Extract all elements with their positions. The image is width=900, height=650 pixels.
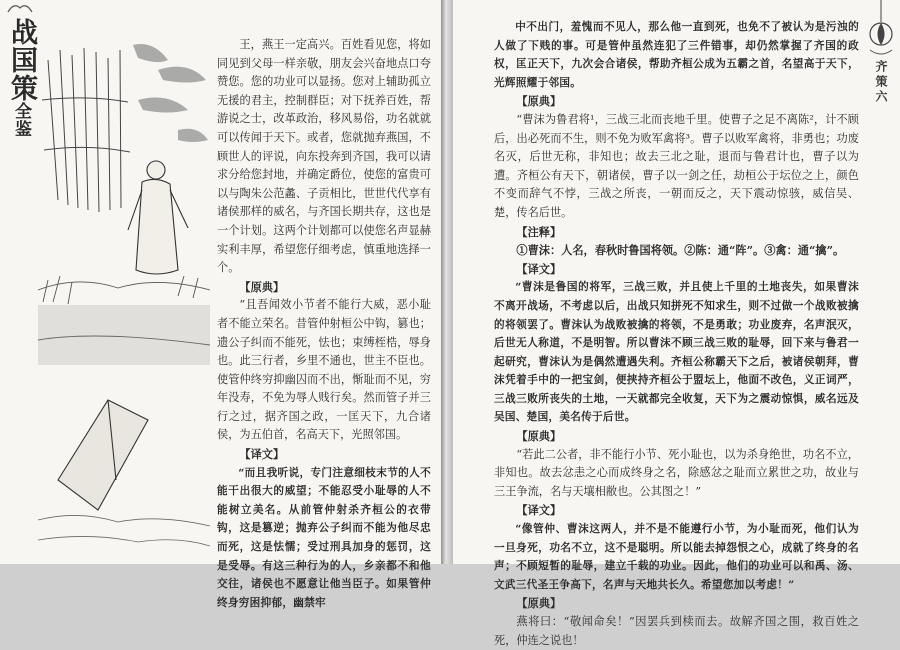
section-heading: 【译文】 xyxy=(516,503,562,518)
classic-text: “曹沫为鲁君将¹，三战三北而丧地千里。使曹子之足不离陈²，计不顾后，出必死而不生，则不免为败军禽将³。曹子以败军禽将，非勇也；功废名灭，后世无称，非知也；故去三北之耻，退而与鲁君计也，曹子以为遭。齐桓公有天下，朝诸侯，曹子以一剑之任，劫桓公于坛位之上，颜色不变而辞气不悖，三战之所丧，一朝而反之，天下震动惊骇，威信吴、楚，传名后世。 xyxy=(494,112,859,219)
section-heading: 【原典】 xyxy=(516,94,562,109)
notes-text: ①曹沫：人名，春秋时鲁国将领。②陈：通“阵”。③禽：通“擒”。 xyxy=(516,243,845,258)
section-heading: 【译文】 xyxy=(516,261,562,276)
book-title-main: 战国策 xyxy=(6,18,37,102)
classic-text: 燕将曰：“敬闻命矣！”因罢兵到椟而去。故解齐国之围，救百姓之死，仲连之说也！ xyxy=(494,615,859,647)
translation-text: “而且我听说，专门注意细枝末节的人不能干出很大的威望；不能忍受小耻辱的人不能树立美名。从前管仲射杀齐桓公的衣带钩，这是篡逆；抛弃公子纠而不能为他尽忠而死，这是怯懦；受过刑具加身的惩罚，这是受辱。有这三种行为的人，乡亲都不和他交往，诸侯也不愿意让他当臣子。如果管仲终身穷困抑郁，幽禁牢 xyxy=(217,466,431,609)
book-title xyxy=(6,18,36,138)
paragraph: 王，燕王一定高兴。百姓看见您，将如同见到父母一样亲敬，朋友会兴奋地点口夸赞您。您的功业可以显扬。您对上辅助孤立无援的君主，控制群臣；对下抚养百姓，帮游说之士，改革政治，移风易俗，功名就就可以传闻于天下。或者，您就抛弃燕国，不顾世人的评说，向东投奔到齐国，我可以请求分给您封地，并确定爵位，使您的富贵可以与陶朱公范蠡、子贡相比，世世代代享有诸侯那样的威名，与齐国长期共存，这也是一个计划。这两个计划都可以使您名声显赫实利丰厚，希望您仔细考虑，慎重地选择一个。 xyxy=(217,38,431,275)
book-title-sub: 全鉴 xyxy=(11,102,31,138)
left-text-column xyxy=(217,36,431,612)
page-gutter xyxy=(441,0,453,564)
translation-text: “曹沫是鲁国的将军，三战三败，并且使上千里的土地丧失，如果曹沫不离开战场，不考虑以后，出战只知拼死不知求生，则不过做一个战败被擒的将领罢了。曹沫认为战败被擒的将领，不是勇敢；功业废弃，名声泯灭，后世无人称道，不是明智。所以曹沫不顾三战三败的耻辱，回下来与鲁君一起研究，曹沫认为是偶然遭遇失利。齐桓公称霸天下之后，被诸侯朝拜，曹沫凭着手中的一把宝剑，便挟持齐桓公于盟坛上，他面不改色，义正词严，三战三败所丧失的土地，一天就都完全收复，天下为之震动惊惧，威名远及吴国、楚国，美名传于后世。 xyxy=(494,281,859,424)
section-heading: 【注释】 xyxy=(516,224,562,239)
left-page xyxy=(0,0,441,609)
section-heading: 【原典】 xyxy=(239,279,285,294)
corner-ornament xyxy=(6,0,34,14)
chapter-label: 齐策六 xyxy=(874,60,888,105)
right-text-column xyxy=(494,18,859,650)
right-page xyxy=(453,0,900,647)
translation-text: “像管仲、曹沫这两人，并不是不能遵行小节，为小耻而死，他们认为一旦身死，功名不立，这不是聪明。所以能去掉怨恨之心，成就了终身的名声；不顾短暂的耻辱，建立千载的功业。因此，他们的功业可以和禹、汤、文武三代圣王争高下，名声与天地共长久。希望您加以考虑！” xyxy=(494,523,859,591)
section-heading: 【译文】 xyxy=(239,447,285,462)
classic-text: “且吾闻效小节者不能行大威，恶小耻者不能立荣名。昔管仲射桓公中钩，篡也；遗公子纠而不能死，怯也；束缚桎梏，辱身也。此三行者，乡里不通也，世主不臣也。使管仲终穷抑幽囚而不出，惭耻而不见，穷年没寿，不免为辱人贱行矣。然而管子并三行之过，据齐国之政，一匡天下，九合诸侯，为五伯首，名高天下，光照邻国。 xyxy=(217,298,431,442)
section-heading: 【原典】 xyxy=(516,429,562,444)
corner-ornament xyxy=(864,0,898,60)
classic-text: “若此二公者，非不能行小节、死小耻也，以为杀身绝世，功名不立，非知也。故去忿恚之心而成终身之名，除感忿之耻而立累世之功，故业与三王争流，名与天壤相敝也。公其图之！” xyxy=(494,447,859,498)
ink-illustration xyxy=(38,40,210,560)
translation-text: 中不出门，羞愧而不见人，那么他一直到死，也免不了被认为是污浊的人做了下贱的事。可是管仲虽然连犯了三件错事，却仍然掌握了齐国的政权，匡正天下，九次会合诸侯，帮助齐桓公成为五霸之首，名望高于天下，光辉照耀于邻国。 xyxy=(494,21,859,89)
section-heading: 【原典】 xyxy=(516,596,562,611)
